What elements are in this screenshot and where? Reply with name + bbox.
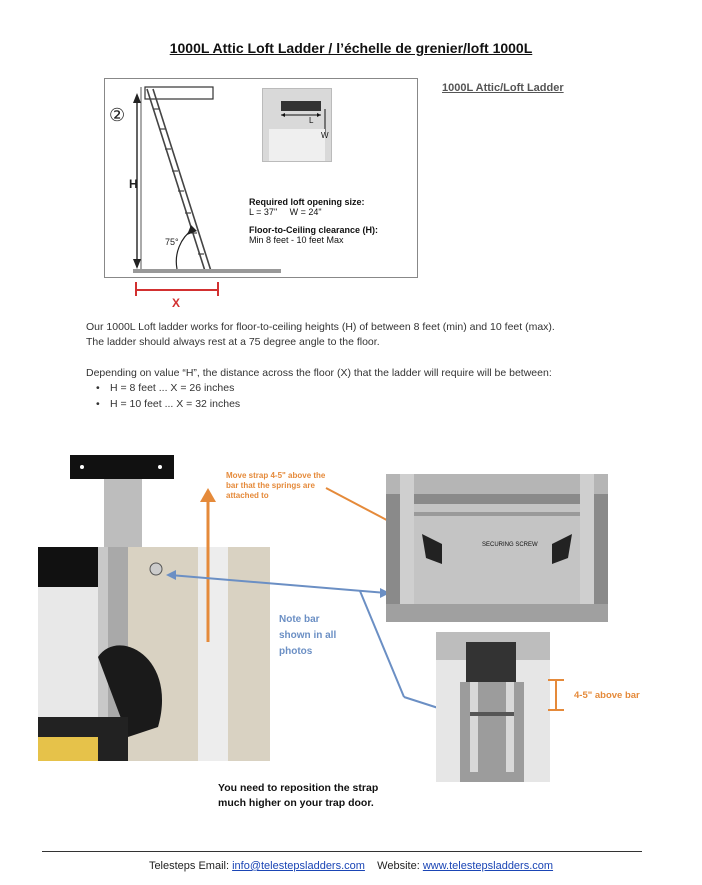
footer-divider — [42, 851, 642, 852]
height-label: H — [129, 177, 138, 191]
side-caption: 1000L Attic/Loft Ladder — [442, 82, 564, 94]
strap-bracket-top — [70, 455, 174, 479]
paragraph-1 — [86, 320, 646, 350]
required-opening-dims: L = 37" W = 24" — [249, 207, 322, 217]
screw-dot — [80, 465, 84, 469]
ladder-top-photo — [386, 474, 608, 622]
x-dimension-marker — [132, 280, 224, 296]
paragraph-1-line-2: The ladder should always rest at a 75 degree angle to the floor. — [86, 336, 380, 348]
ladder-bar-photo — [436, 632, 550, 782]
clearance-range: Min 8 feet - 10 feet Max — [249, 235, 344, 245]
document-title: 1000L Attic Loft Ladder / l’échelle de grenier/loft 1000L — [169, 40, 533, 56]
bullet-item: • H = 8 feet ... X = 26 inches — [110, 382, 234, 394]
x-label: X — [172, 296, 181, 310]
note-bar-caption: Note bar shown in all photos — [279, 614, 337, 657]
clearance-heading: Floor-to-Ceiling clearance (H): — [249, 225, 379, 235]
step-number: ② — [109, 105, 126, 125]
securing-screw-label: SECURING SCREW — [482, 542, 538, 548]
loft-opening-photo — [262, 88, 332, 162]
footer — [0, 860, 702, 872]
screw-dot — [158, 465, 162, 469]
required-opening-heading: Required loft opening size: — [249, 197, 365, 207]
email-link[interactable]: info@telestepsladders.com — [232, 860, 365, 872]
ladder-diagram — [104, 78, 418, 278]
move-strap-note: Move strap 4-5" above the bar that the springs are attached to — [226, 471, 326, 500]
bullet-item: • H = 10 feet ... X = 32 inches — [110, 398, 240, 410]
length-label: L — [309, 116, 314, 125]
width-label: W — [321, 131, 329, 140]
strap-photo-top — [104, 479, 142, 547]
paragraph-1-line-1: Our 1000L Loft ladder works for floor-to-ceiling heights (H) of between 8 feet (min) and 10 feet (max). — [86, 321, 555, 333]
website-label: Website: — [377, 860, 420, 872]
above-bar-label: 4-5" above bar — [574, 690, 640, 701]
svg-text:75°: 75° — [165, 237, 179, 247]
bracket-marker — [540, 676, 570, 716]
website-link[interactable]: www.telestepsladders.com — [422, 860, 554, 872]
paragraph-2: Depending on value “H”, the distance across the floor (X) that the ladder will require will be between: — [86, 367, 552, 379]
reposition-note-line-1: You need to reposition the strap — [218, 782, 379, 794]
email-label: Telesteps Email: — [148, 860, 230, 872]
reposition-note-line-2: much higher on your trap door. — [218, 797, 374, 809]
ladder-diagram-drawing — [105, 79, 417, 277]
reposition-note — [218, 781, 458, 811]
